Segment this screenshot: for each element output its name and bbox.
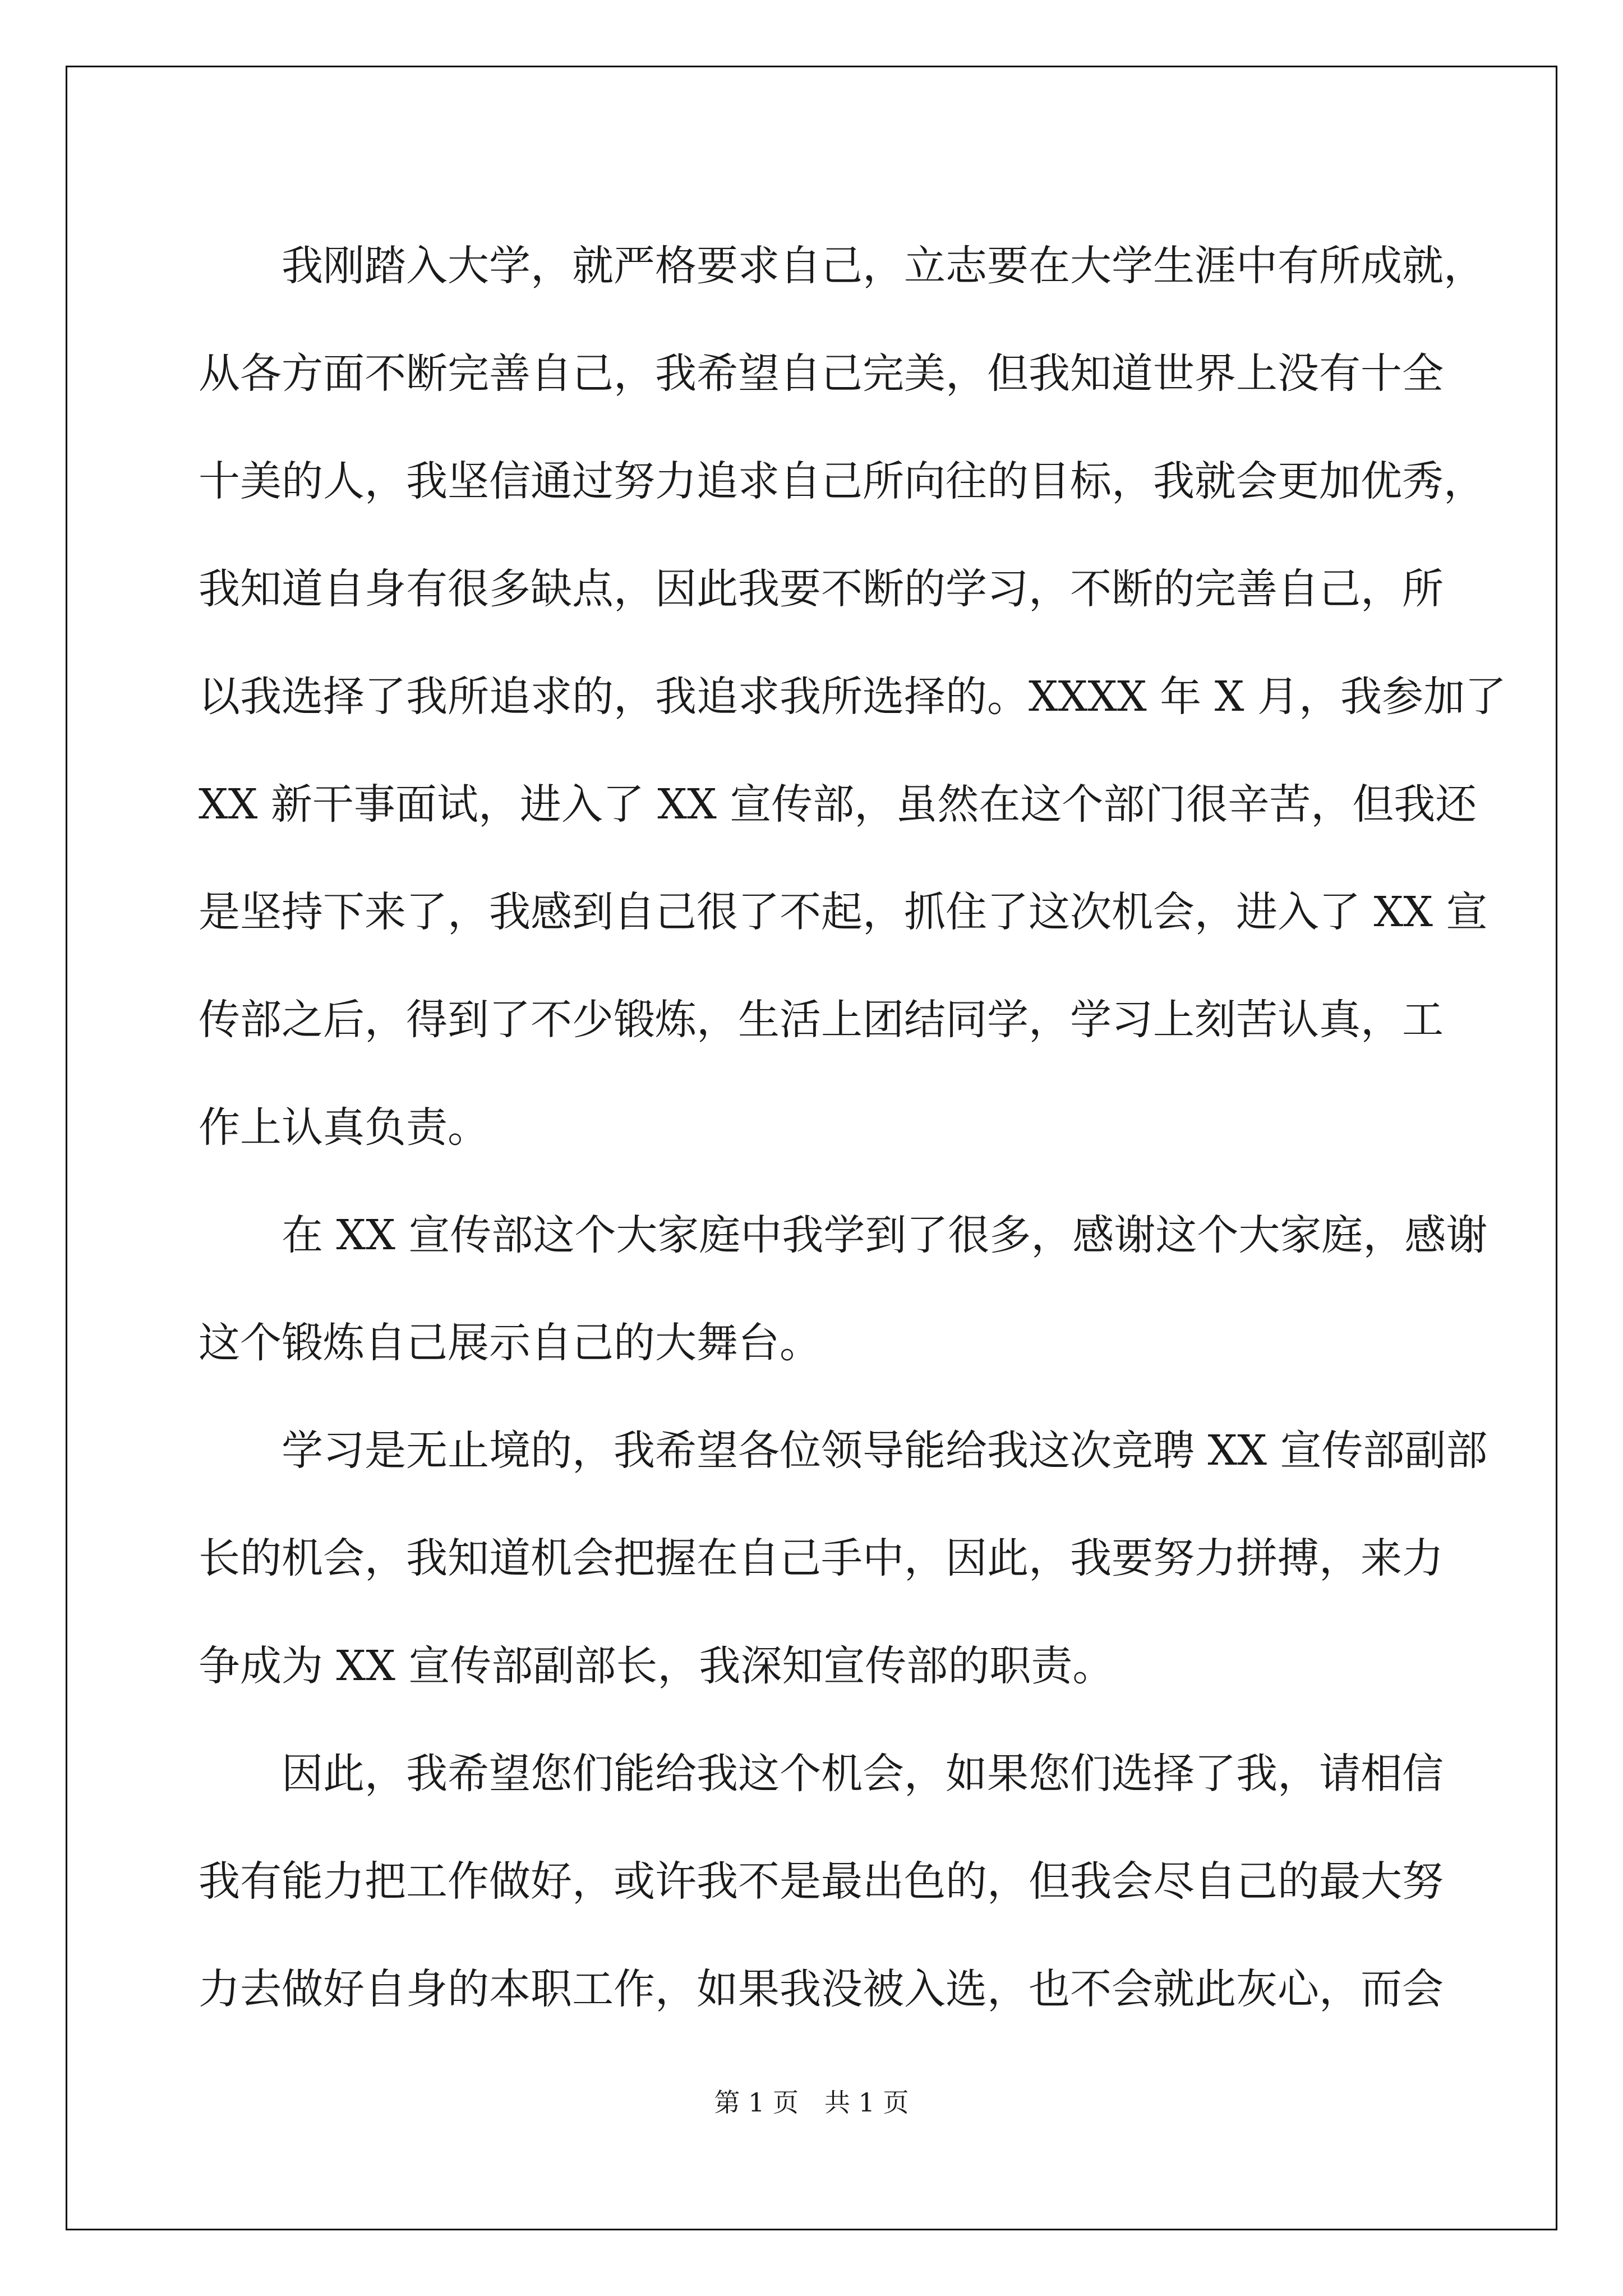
paragraph-3-line-2: 长的机会，我知道机会把握在自己手中，因此，我要努力拼搏，来力	[199, 1534, 1444, 1582]
paragraph-4-line-3: 力去做好自身的本职工作，如果我没被入选，也不会就此灰心，而会	[199, 1965, 1444, 2013]
paragraph-1-line-8: 传部之后，得到了不少锻炼，生活上团结同学，学习上刻苦认真，工	[199, 996, 1444, 1044]
paragraph-1-line-3: 十美的人，我坚信通过努力追求自己所向往的目标，我就会更加优秀，	[199, 457, 1485, 505]
paragraph-3-line-1: 学习是无止境的，我希望各位领导能给我这次竞聘 XX 宣传部副部	[282, 1427, 1488, 1475]
paragraph-1-line-2: 从各方面不断完善自己，我希望自己完美，但我知道世界上没有十全	[199, 349, 1444, 398]
paragraph-1-line-1: 我刚踏入大学，就严格要求自己，立志要在大学生涯中有所成就，	[282, 242, 1485, 290]
paragraph-2-line-2: 这个锻炼自己展示自己的大舞台。	[199, 1319, 821, 1367]
paragraph-1-line-6: XX 新干事面试，进入了 XX 宣传部，虽然在这个部门很辛苦，但我还	[199, 780, 1477, 829]
page-number: 第 1 页	[714, 2087, 799, 2118]
body-text	[199, 212, 1506, 2043]
paragraph-1-line-9: 作上认真负责。	[199, 1103, 489, 1152]
paragraph-4-line-1: 因此，我希望您们能给我这个机会，如果您们选择了我，请相信	[282, 1750, 1444, 1798]
paragraph-2-line-1: 在 XX 宣传部这个大家庭中我学到了很多，感谢这个大家庭，感谢	[282, 1211, 1488, 1259]
paragraph-4-line-2: 我有能力把工作做好，或许我不是最出色的，但我会尽自己的最大努	[199, 1857, 1444, 1906]
paragraph-1-line-5: 以我选择了我所追求的，我追求我所选择的。XXXX 年 X 月，我参加了	[199, 673, 1506, 721]
paragraph-3-line-3: 争成为 XX 宣传部副部长，我深知宣传部的职责。	[199, 1642, 1114, 1690]
paragraph-1-line-7: 是坚持下来了，我感到自己很了不起，抓住了这次机会，进入了 XX 宣	[199, 888, 1488, 936]
paragraph-1-line-4: 我知道自身有很多缺点，因此我要不断的学习，不断的完善自己，所	[199, 565, 1444, 613]
page-footer	[0, 2086, 1623, 2119]
page-total: 共 1 页	[824, 2087, 909, 2118]
